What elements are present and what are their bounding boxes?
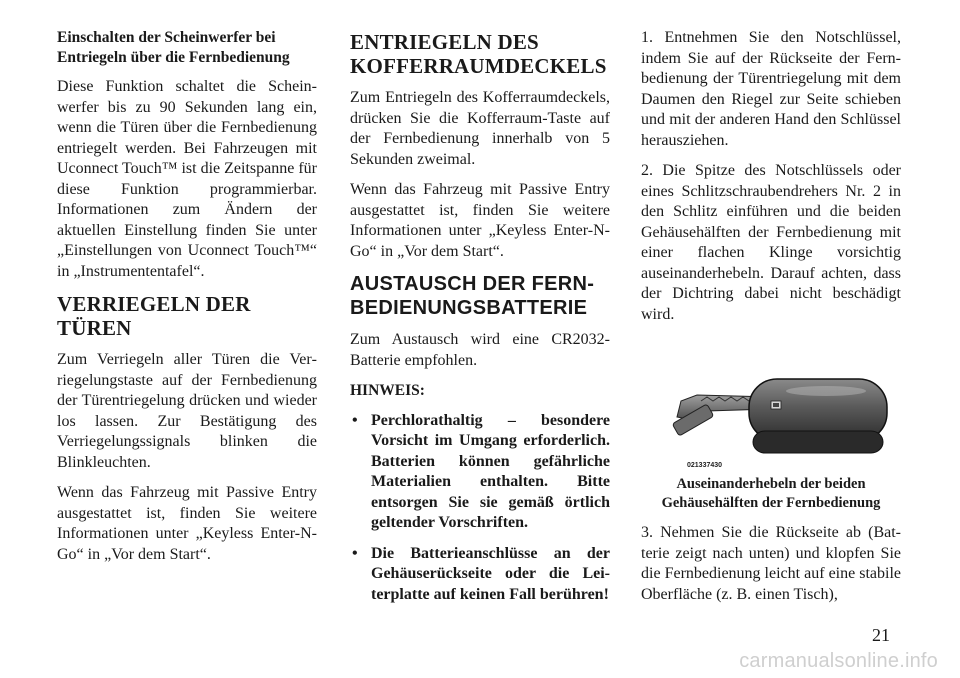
- figure-id: 021337430: [687, 462, 723, 469]
- subheading-headlights: Einschalten der Scheinwerfer bei Entriegeln über die Fernbedienung: [57, 29, 290, 66]
- bullet-icon: •: [352, 544, 358, 562]
- heading-lock-doors: VERRIEGELN DER TÜREN: [57, 292, 251, 340]
- key-fob-illustration: [641, 361, 901, 469]
- paragraph-lock-doors: Zum Verriegeln aller Türen die Verriegelungstaste auf der Fernbedienung der Türentriegelung drücken und wieder los lassen. Zur Bestätigung des Verriegelungssignals blinken die Blinkleuchten.: [57, 351, 317, 471]
- warning-item: • Perchlorathaltig – besondere Vorsicht im Umgang erforderlich. Batterien können gefährliche Materialien enthalten. Bitte entsorgen Sie sie gemäß örtlich geltender Vorschriften.: [352, 411, 610, 531]
- note-label: HINWEIS:: [350, 382, 425, 399]
- paragraph-passive-entry-2: Wenn das Fahrzeug mit Passive Entry ausgestattet ist, finden Sie weitere Informationen unter „Keyless Enter-N-Go“ in „Vor dem Start“.: [350, 181, 610, 260]
- paragraph-headlights: Diese Funktion schaltet die Scheinwerfer bis zu 90 Sekunden lang ein, wenn die Türen über die Fernbedienung entriegelt werden. Bei Fahrzeugen mit Uconnect Touch™ ist die Zeitspanne für diese Funktion programmierbar. Informationen zum Ändern der aktuellen Einstellung finden Sie unter „Einstellungen von Uconnect Touch™“ in „Instrumententafel“.: [57, 78, 317, 280]
- heading-battery-replacement: AUSTAUSCH DER FERNBEDIENUNGSBATTERIE: [350, 273, 594, 319]
- left-column: [57, 28, 317, 575]
- right-column: [641, 28, 901, 615]
- step-2: 2. Die Spitze des Notschlüssels oder eines Schlitzschraubendrehers Nr. 2 in den Schlitz einführen und die beiden Gehäusehälften der Fernbedienung mit einer flachen Klinge vorsichtig auseinanderhebeln. Darauf achten, dass der Dichtring dabei nicht beschädigt wird.: [641, 162, 901, 323]
- middle-column: [350, 28, 610, 615]
- key-fob-figure: [641, 361, 901, 471]
- step-1: 1. Entnehmen Sie den Notschlüssel, indem Sie auf der Rückseite der Fernbedienung der Türentriegelung mit dem Daumen den Riegel zur Seite schieben und mit der anderen Hand den Schlüssel herausziehen.: [641, 29, 901, 149]
- step-3: 3. Nehmen Sie die Rückseite ab (Batterie zeigt nach unten) und klopfen Sie die Fernbedienung leicht auf eine stabile Oberfläche (z. B. einen Tisch),: [641, 524, 901, 603]
- page-number: 21: [872, 625, 890, 645]
- paragraph-trunk-release: Zum Entriegeln des Kofferraumdeckels, drücken Sie die Kofferraum-Taste auf der Fernbedienung innerhalb von 5 Sekunden zweimal.: [350, 89, 610, 168]
- paragraph-battery-type: Zum Austausch wird eine CR2032-Batterie empfohlen.: [350, 331, 610, 369]
- heading-trunk-release: ENTRIEGELN DES KOFFERRAUMDECKELS: [350, 30, 607, 78]
- bullet-icon: •: [352, 411, 358, 429]
- watermark: carmanualsonline.info: [739, 650, 938, 672]
- figure-caption: Auseinanderhebeln der beiden Gehäusehälften der Fernbedienung: [661, 476, 881, 511]
- warning-item: • Die Batterieanschlüsse an der Gehäuserückseite oder die Leiterplatte auf keinen Fall berühren!: [352, 544, 610, 603]
- warning-list: [350, 411, 610, 606]
- paragraph-passive-entry: Wenn das Fahrzeug mit Passive Entry ausgestattet ist, finden Sie weitere Informationen unter „Keyless Enter-N-Go“ in „Vor dem Start“.: [57, 484, 317, 563]
